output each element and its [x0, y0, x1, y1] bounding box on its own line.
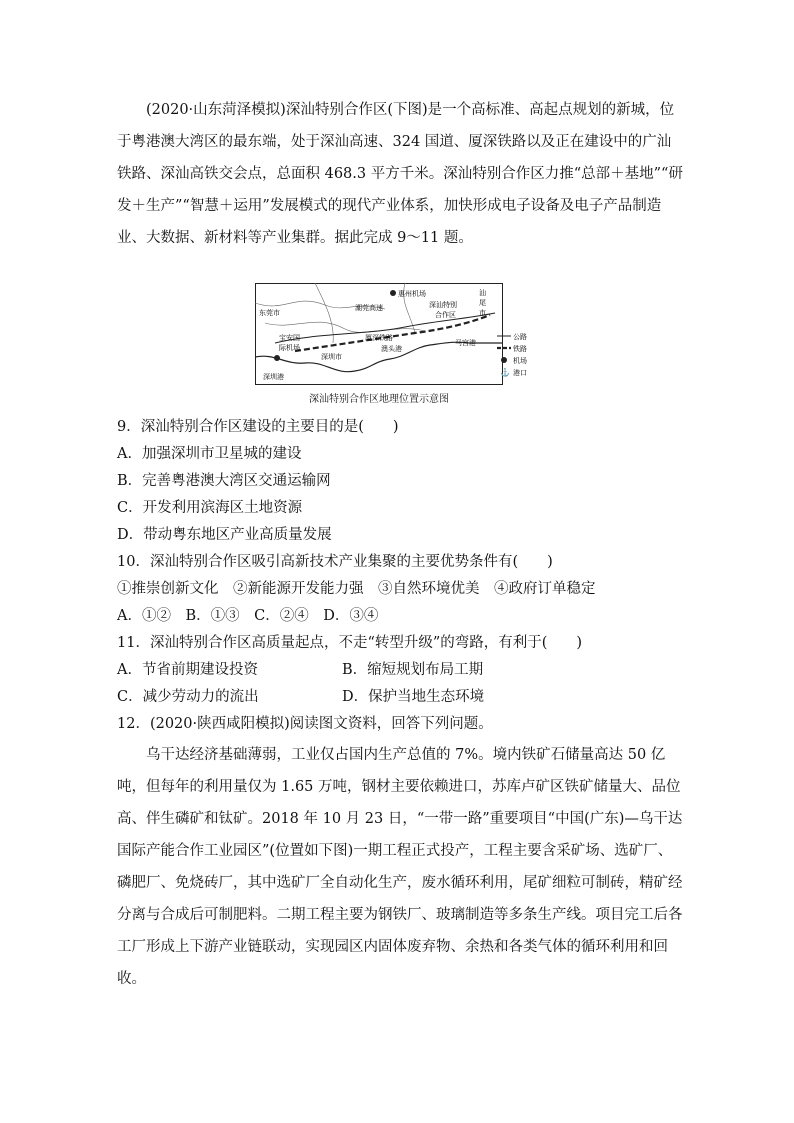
q12-stem: 12．(2020·陕西咸阳模拟)阅读图文资料，回答下列问题。 [117, 716, 493, 732]
q10-items: ①推崇创新文化 ②新能源开发能力强 ③自然环境优美 ④政府订单稳定 [117, 581, 596, 597]
label-shan: 汕 [479, 289, 486, 297]
legend-port: 港口 [513, 369, 527, 377]
legend-road: 公路 [513, 333, 527, 341]
q11-option-b: B．缩短规划布局工期 [342, 662, 484, 678]
label-baoan-1: 宝安国 [279, 334, 300, 342]
q11-stem: 11．深汕特别合作区高质量起点，不走“转型升级”的弯路，有利于( ) [117, 635, 583, 651]
q9-option-d: D．带动粤东地区产业高质量发展 [117, 527, 332, 543]
label-shenshan-zone-1: 深汕特别 [429, 301, 457, 309]
legend-airport: 机场 [513, 357, 527, 365]
label-shenshan-zone-2: 合作区 [435, 311, 456, 319]
location-map [255, 283, 527, 385]
q9-option-b: B．完善粤港澳大湾区交通运输网 [117, 473, 331, 489]
airport-icon [390, 290, 396, 296]
q11-option-d: D．保护当地生态环境 [342, 689, 485, 705]
q9-option-a: A．加强深圳市卫星城的建设 [117, 446, 302, 462]
label-magong-port: 马宫港 [455, 339, 476, 347]
label-huizhou-airport: 惠州机场 [398, 290, 426, 298]
label-shenzhen-city: 深圳市 [321, 353, 342, 361]
q10-options: A．①② B．①③ C．②④ D．③④ [117, 608, 379, 624]
label-shi: 市 [479, 309, 486, 317]
q12-paragraph: 乌干达经济基础薄弱，工业仅占国内生产总值的 7%。境内铁矿石储量高达 50 亿吨，但每年的利用量仅为 1.65 万吨，钢材主要依赖进口，苏库卢矿区铁矿储量大、品位高、伴生磷矿和钛矿。2018 年 10 月 23 日，“一带一路”重要项目“中国(广东)—乌干达国际产能合作工业园区”(位置如下图)一期工程正式投产，工程主要含采矿场、选矿厂、磷肥厂、免烧砖厂，其中选矿厂全自动化生产，废水循环利用，尾矿细粒可制砖，精矿经分离与合成后可制肥料。二期工程主要为钢铁厂、玻璃制造等多条生产线。项目完工后各工厂形成上下游产业链联动，实现园区内固体废弃物、余热和各类气体的循环利用和回收。 [117, 747, 683, 987]
map-caption: 深汕特别合作区地理位置示意图 [309, 394, 449, 405]
label-shenzhen-port: 深圳港 [263, 373, 284, 381]
anchor-icon: ⚓ [500, 368, 510, 377]
label-baoan-2: 际机场 [279, 344, 300, 352]
airport-legend-icon [501, 357, 507, 363]
label-yantou-port: 澳头港 [381, 345, 402, 353]
q10-stem: 10．深汕特别合作区吸引高新技术产业集聚的主要优势条件有( ) [117, 554, 553, 570]
q9-option-c: C．开发利用滨海区土地资源 [117, 500, 303, 516]
label-guanshan-expressway: 潮莞高速 [355, 304, 383, 312]
label-wei: 尾 [479, 299, 486, 307]
q11-option-a: A．节省前期建设投资 [117, 662, 258, 678]
legend-railway: 铁路 [513, 345, 527, 353]
q11-option-c: C．减少劳动力的流出 [117, 689, 259, 705]
label-xiashen-railway: 厦深铁路 [365, 334, 393, 342]
q9-stem: 9．深汕特别合作区建设的主要目的是( ) [117, 419, 399, 435]
label-dongguan: 东莞市 [259, 309, 280, 317]
airport-icon [274, 355, 280, 361]
intro-paragraph: (2020·山东菏泽模拟)深汕特别合作区(下图)是一个高标准、高起点规划的新城，位于粤港澳大湾区的最东端，处于深汕高速、324 国道、厦深铁路以及正在建设中的广汕铁路、深汕高铁交会点，总面积 468.3 平方千米。深汕特别合作区力推“总部＋基地”“研发＋生产”“智慧＋运用”发展模式的现代产业体系，加快形成电子设备及电子产品制造业、大数据、新材料等产业集群。据此完成 9～11 题。 [117, 102, 683, 246]
